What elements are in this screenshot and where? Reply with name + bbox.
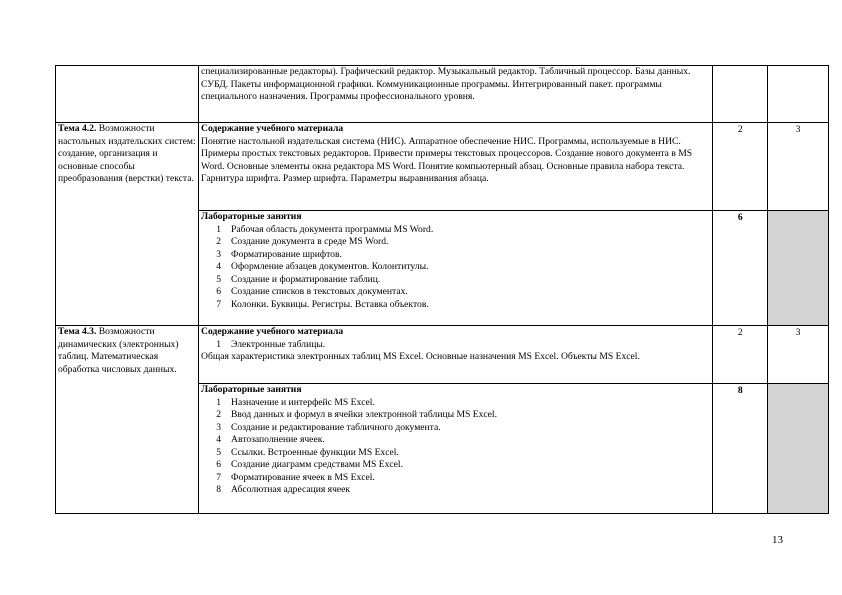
content-text: Общая характеристика электронных таблиц MS Excel. Основные назначения MS Excel. Объекты MS Excel. bbox=[201, 351, 640, 362]
hours-cell: 2 bbox=[713, 326, 768, 384]
table-row bbox=[56, 326, 829, 384]
page-number: 13 bbox=[772, 534, 783, 546]
content-list bbox=[201, 339, 710, 352]
list-item: 5 Ссылки. Встроенные функции MS Excel. bbox=[216, 446, 399, 458]
shaded-cell bbox=[768, 211, 829, 326]
list-item: 1 Электронные таблицы. bbox=[216, 338, 326, 350]
lab-list bbox=[201, 397, 710, 497]
lab-list bbox=[201, 224, 710, 312]
lab-hours-cell: 8 bbox=[713, 384, 768, 514]
lab-heading: Лабораторные занятия bbox=[201, 384, 302, 395]
list-item: 7 Колонки. Буквицы. Регистры. Вставка объектов. bbox=[216, 298, 429, 310]
curriculum-table bbox=[55, 65, 829, 514]
content-cell bbox=[199, 66, 713, 123]
list-item: 2 Создание документа в среде MS Word. bbox=[216, 236, 389, 247]
topic-title: Возможности динамических (электронных) таблиц. Математическая обработка числовых данных. bbox=[58, 326, 179, 375]
list-item: 6 Создание списков в текстовых документах. bbox=[216, 286, 408, 297]
topic-cell bbox=[56, 123, 199, 326]
content-heading: Содержание учебного материала bbox=[201, 123, 344, 134]
content-cell bbox=[199, 123, 713, 211]
topic-label: Тема 4.2. bbox=[58, 123, 97, 134]
content-heading: Содержание учебного материала bbox=[201, 326, 344, 337]
lab-cell bbox=[199, 211, 713, 326]
list-item: 6 Создание диаграмм средствами MS Excel. bbox=[216, 459, 403, 470]
list-item: 8 Абсолютная адресация ячеек bbox=[216, 484, 351, 495]
level-cell: 3 bbox=[768, 326, 829, 384]
list-item: 5 Создание и форматирование таблиц. bbox=[216, 273, 381, 285]
lab-hours-cell: 6 bbox=[713, 211, 768, 326]
content-text: Понятие настольной издательская система (НИС). Аппаратное обеспечение НИС. Программы, используемые в НИС. Примеры простых текстовых редакторов. Привести примеры текстовых процессоров. Создание нового документа в MS Word. Основные элементы окна редактора MS Word. Понятие компьютерный абзац. Основные правила набора текста. Гарнитура шрифта. Размер шрифта. Параметры выравнивания абзаца. bbox=[201, 135, 693, 184]
hours-cell bbox=[713, 66, 768, 123]
list-item: 1 Рабочая область документа программы MS Word. bbox=[216, 223, 434, 235]
lab-heading: Лабораторные занятия bbox=[201, 211, 302, 222]
list-item: 3 Создание и редактирование табличного документа. bbox=[216, 421, 441, 433]
list-item: 4 Оформление абзацев документов. Колонтитулы. bbox=[216, 261, 429, 272]
list-item: 1 Назначение и интерфейс MS Excel. bbox=[216, 396, 375, 408]
topic-cell bbox=[56, 326, 199, 514]
topic-label: Тема 4.3. bbox=[58, 326, 97, 337]
content-cell bbox=[199, 326, 713, 384]
hours-cell: 2 bbox=[713, 123, 768, 211]
list-item: 2 Ввод данных и формул в ячейки электронной таблицы MS Excel. bbox=[216, 409, 497, 420]
list-item: 3 Форматирование шрифтов. bbox=[216, 248, 342, 260]
lab-cell bbox=[199, 384, 713, 514]
list-item: 4 Автозаполнение ячеек. bbox=[216, 434, 325, 445]
shaded-cell bbox=[768, 384, 829, 514]
table-row bbox=[56, 66, 829, 123]
table-row bbox=[56, 123, 829, 211]
content-text: специализированные редакторы). Графический редактор. Музыкальный редактор. Табличный процессор. Базы данных. СУБД. Пакеты информационной графики. Коммуникационные программы. Интегрированный пакет. программы специального назначения. Программы профессионального уровня. bbox=[201, 66, 691, 102]
level-cell bbox=[768, 66, 829, 123]
topic-title: Возможности настольных издательских систем: создание, организация и основные способы преобразования (верстки) текста. bbox=[58, 123, 196, 184]
list-item: 7 Форматирование ячеек в MS Excel. bbox=[216, 471, 375, 483]
level-cell: 3 bbox=[768, 123, 829, 211]
topic-cell-empty bbox=[56, 66, 199, 123]
